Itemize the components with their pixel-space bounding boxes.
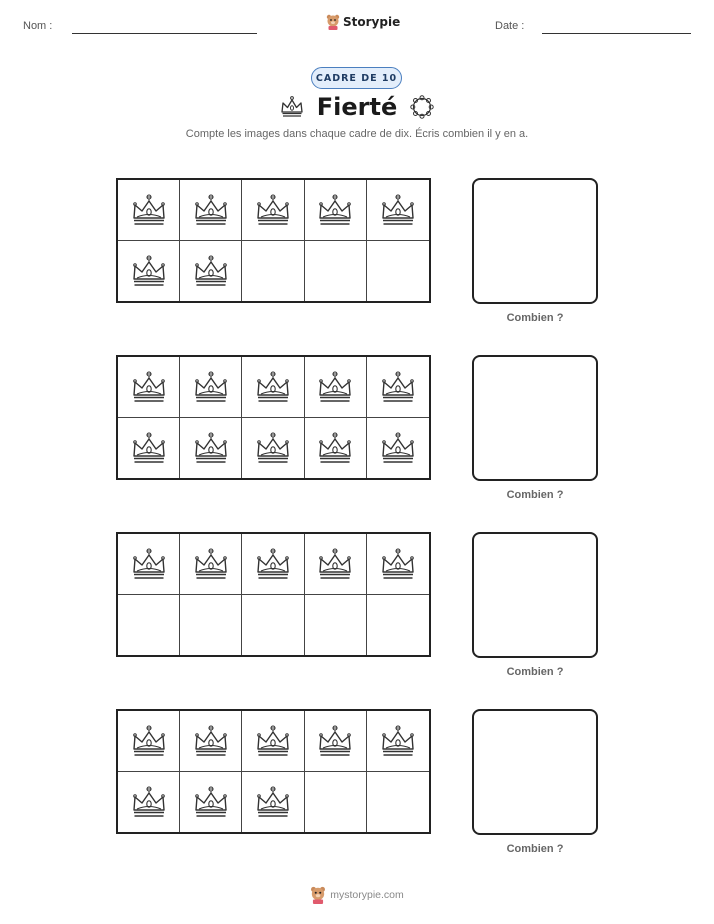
crown-icon bbox=[253, 544, 293, 584]
frame-cell bbox=[242, 418, 304, 479]
crown-icon bbox=[315, 544, 355, 584]
frame-cell bbox=[180, 357, 242, 418]
frame-cell bbox=[305, 595, 367, 656]
crown-icon bbox=[378, 544, 418, 584]
answer-box-3[interactable] bbox=[472, 532, 598, 658]
name-label: Nom : bbox=[23, 20, 53, 32]
frame-cell bbox=[305, 711, 367, 772]
crown-icon bbox=[191, 544, 231, 584]
frame-cell bbox=[180, 418, 242, 479]
crown-icon bbox=[378, 190, 418, 230]
frame-cell bbox=[305, 357, 367, 418]
crown-icon bbox=[315, 428, 355, 468]
frame-cell bbox=[305, 418, 367, 479]
crown-icon bbox=[378, 721, 418, 761]
ten-frame-1 bbox=[116, 178, 431, 303]
ten-frame-2 bbox=[116, 355, 431, 480]
footer-url: mystorypie.com bbox=[330, 889, 404, 901]
crown-icon bbox=[129, 190, 169, 230]
frame-cell bbox=[242, 772, 304, 833]
frame-cell bbox=[367, 357, 429, 418]
crown-icon bbox=[315, 367, 355, 407]
crown-icon bbox=[191, 721, 231, 761]
frame-cell bbox=[242, 711, 304, 772]
answer-box-1[interactable] bbox=[472, 178, 598, 304]
crown-icon bbox=[378, 428, 418, 468]
combien-label-1: Combien ? bbox=[506, 312, 564, 324]
frame-cell bbox=[118, 772, 180, 833]
frame-cell bbox=[118, 180, 180, 241]
date-label: Date : bbox=[495, 20, 525, 32]
frame-cell bbox=[305, 534, 367, 595]
crown-icon bbox=[129, 367, 169, 407]
worksheet-type-badge: CADRE DE 10 bbox=[311, 67, 402, 89]
frame-cell bbox=[180, 180, 242, 241]
frame-cell bbox=[242, 357, 304, 418]
crown-icon bbox=[253, 428, 293, 468]
frame-cell bbox=[242, 241, 304, 302]
crown-icon bbox=[129, 782, 169, 822]
frame-cell bbox=[118, 595, 180, 656]
crown-icon bbox=[253, 190, 293, 230]
footer bbox=[0, 886, 714, 904]
ten-frame-3 bbox=[116, 532, 431, 657]
crown-icon bbox=[253, 367, 293, 407]
frame-cell bbox=[180, 241, 242, 302]
frame-cell bbox=[242, 534, 304, 595]
crown-icon bbox=[191, 367, 231, 407]
frame-cell bbox=[118, 241, 180, 302]
frame-cell bbox=[367, 180, 429, 241]
page-title: Fierté bbox=[316, 93, 398, 121]
frame-cell bbox=[180, 711, 242, 772]
combien-label-3: Combien ? bbox=[506, 666, 564, 678]
frame-cell bbox=[118, 534, 180, 595]
name-line[interactable] bbox=[72, 33, 257, 34]
frame-cell bbox=[180, 534, 242, 595]
crown-icon bbox=[191, 190, 231, 230]
answer-box-2[interactable] bbox=[472, 355, 598, 481]
frame-cell bbox=[367, 711, 429, 772]
bear-icon bbox=[310, 886, 326, 904]
crown-icon bbox=[129, 251, 169, 291]
crown-icon bbox=[253, 721, 293, 761]
frame-cell bbox=[180, 772, 242, 833]
crown-icon bbox=[191, 428, 231, 468]
title-row bbox=[0, 93, 714, 121]
frame-cell bbox=[305, 772, 367, 833]
crown-icon bbox=[191, 251, 231, 291]
frame-cell bbox=[242, 180, 304, 241]
crown-icon bbox=[279, 94, 305, 120]
brand-name: Storypie bbox=[343, 15, 401, 29]
frame-cell bbox=[305, 241, 367, 302]
ten-frame-4 bbox=[116, 709, 431, 834]
frame-cell bbox=[180, 595, 242, 656]
crown-icon bbox=[129, 721, 169, 761]
crown-icon bbox=[315, 721, 355, 761]
crown-icon bbox=[378, 367, 418, 407]
frame-cell bbox=[242, 595, 304, 656]
frame-cell bbox=[367, 595, 429, 656]
instructions: Compte les images dans chaque cadre de dix. Écris combien il y en a. bbox=[185, 128, 529, 140]
frame-cell bbox=[305, 180, 367, 241]
crown-icon bbox=[129, 544, 169, 584]
crown-icon bbox=[129, 428, 169, 468]
frame-cell bbox=[118, 418, 180, 479]
wreath-icon bbox=[409, 94, 435, 120]
frame-cell bbox=[118, 357, 180, 418]
frame-cell bbox=[367, 241, 429, 302]
crown-icon bbox=[315, 190, 355, 230]
combien-label-2: Combien ? bbox=[506, 489, 564, 501]
brand-logo bbox=[326, 14, 400, 30]
date-line[interactable] bbox=[542, 33, 691, 34]
bear-icon bbox=[326, 14, 340, 30]
crown-icon bbox=[253, 782, 293, 822]
answer-box-4[interactable] bbox=[472, 709, 598, 835]
combien-label-4: Combien ? bbox=[506, 843, 564, 855]
crown-icon bbox=[191, 782, 231, 822]
frame-cell bbox=[367, 772, 429, 833]
frame-cell bbox=[367, 534, 429, 595]
frame-cell bbox=[367, 418, 429, 479]
frame-cell bbox=[118, 711, 180, 772]
